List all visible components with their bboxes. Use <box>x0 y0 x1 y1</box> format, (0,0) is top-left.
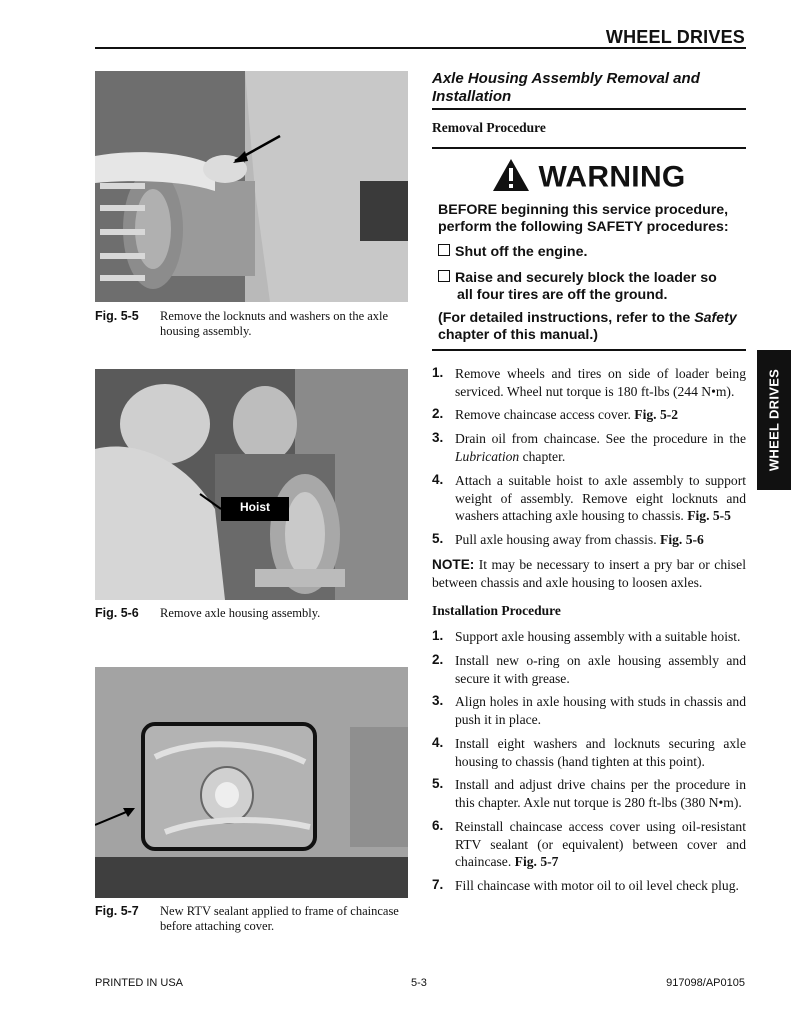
warning-intro-line: perform the following SAFETY procedures: <box>438 219 729 235</box>
step-text: Install eight washers and locknuts securing axle housing to chassis (hand tighten at this point). <box>455 736 746 769</box>
figure-reference: Fig. 5-2 <box>634 407 679 422</box>
heading-rule <box>432 108 746 110</box>
note <box>432 556 746 591</box>
checkbox-icon <box>438 244 450 256</box>
figure-5-7-label: Fig. 5-7 <box>95 904 139 918</box>
step-number: 1. <box>432 365 444 380</box>
step-text-emphasis: Lubrication <box>455 448 520 464</box>
step-text-body: Reinstall chaincase access cover using oil-resistant RTV sealant (or equivalent) between cover and chaincase. <box>455 819 746 869</box>
section-heading-line: Installation <box>432 88 512 105</box>
step-text-body: Drain oil from chaincase. See the procedure in the <box>455 431 746 446</box>
step-text: Install new o-ring on axle housing assembly and secure it with grease. <box>455 653 746 686</box>
step-text <box>455 818 746 871</box>
figure-reference: Fig. 5-7 <box>514 854 559 869</box>
installation-procedure-title: Installation Procedure <box>432 603 561 618</box>
warning-item-text: Shut off the engine. <box>455 244 588 260</box>
checkbox-icon <box>438 270 450 282</box>
step-text: Align holes in axle housing with studs in chassis and push it in place. <box>455 694 746 727</box>
step-number: 2. <box>432 652 444 667</box>
step-text-body: chapter. <box>519 448 566 464</box>
figure-5-5-label: Fig. 5-5 <box>95 309 139 323</box>
step-text <box>455 472 746 525</box>
step-text: Install and adjust drive chains per the procedure in this chapter. Axle nut torque is 280 ft-lbs (380 N•m). <box>455 777 746 810</box>
figure-5-6-photo <box>95 369 408 600</box>
step-number: 2. <box>432 406 444 421</box>
caption-line: Remove the locknuts and washers on the axle <box>160 309 389 323</box>
header-rule <box>95 47 746 49</box>
figure-reference: Fig. 5-5 <box>687 508 731 523</box>
warning-footer-emphasis: Safety <box>694 310 737 326</box>
step-number: 3. <box>432 430 444 445</box>
step-number: 5. <box>432 531 444 546</box>
footer-printed-in: PRINTED IN USA <box>95 977 184 989</box>
note-text: It may be necessary to insert a pry bar or chisel between chassis and axle housing to loosen axles. <box>432 557 746 590</box>
figure-5-5-photo <box>95 71 408 302</box>
step-number: 6. <box>432 818 444 833</box>
figure-reference: Fig. 5-6 <box>660 532 704 547</box>
warning-title: WARNING <box>538 160 686 194</box>
page-number: 5-3 <box>411 977 427 989</box>
side-tab-label: WHEEL DRIVES <box>766 368 782 472</box>
warning-item-2 <box>438 270 744 304</box>
step-number: 4. <box>432 472 444 487</box>
step-number: 5. <box>432 776 444 791</box>
caption-line: housing assembly. <box>160 324 252 338</box>
step-text-body: Pull axle housing away from chassis. <box>455 532 657 547</box>
page-title: WHEEL DRIVES <box>605 27 745 47</box>
note-label: NOTE: <box>432 557 475 572</box>
warning-intro <box>438 202 744 236</box>
removal-procedure-title: Removal Procedure <box>432 120 546 135</box>
warning-triangle-icon <box>492 158 530 197</box>
warning-footer-text: chapter of this manual.) <box>438 327 599 343</box>
step-text <box>455 531 746 549</box>
figure-5-6-label: Fig. 5-6 <box>95 606 139 620</box>
step-number: 3. <box>432 693 444 708</box>
warning-intro-line: BEFORE beginning this service procedure, <box>438 202 729 218</box>
warning-item-text: Raise and securely block the loader so <box>455 270 717 286</box>
step-number: 7. <box>432 877 444 892</box>
caption-line: before attaching cover. <box>160 919 275 933</box>
side-tab <box>757 350 791 490</box>
step-text-body: Attach a suitable hoist to axle assembly to support weight of assembly. Remove eight locknuts and washers attaching axle housing to chassis. <box>455 473 746 523</box>
warning-bottom-rule <box>432 349 746 351</box>
warning-footer-text: (For detailed instructions, refer to the <box>438 310 695 326</box>
step-text <box>455 430 746 465</box>
figure-5-7-photo <box>95 667 408 898</box>
section-heading <box>432 70 746 106</box>
document-code: 917098/AP0105 <box>666 977 745 989</box>
step-text <box>455 406 746 424</box>
figure-5-7-caption <box>160 904 409 934</box>
section-heading-line: Axle Housing Assembly Removal and <box>432 70 700 87</box>
hoist-callout: Hoist <box>240 500 270 514</box>
warning-heading <box>432 158 746 197</box>
step-text: Fill chaincase with motor oil to oil level check plug. <box>455 878 739 893</box>
warning-item-text: all four tires are off the ground. <box>457 287 668 303</box>
caption-line: New RTV sealant applied to frame of chaincase <box>160 904 399 918</box>
warning-item-1 <box>438 244 744 261</box>
step-text: Support axle housing assembly with a suitable hoist. <box>455 629 741 644</box>
warning-footer <box>438 310 744 344</box>
step-number: 4. <box>432 735 444 750</box>
figure-5-6-caption <box>160 606 409 621</box>
step-text: Remove wheels and tires on side of loader being serviced. Wheel nut torque is 180 ft-lbs (244 N•m). <box>455 366 746 399</box>
caption-line: Remove axle housing assembly. <box>160 606 321 620</box>
figure-5-5-caption <box>160 309 409 339</box>
warning-top-rule <box>432 147 746 149</box>
step-number: 1. <box>432 628 444 643</box>
step-text-body: Remove chaincase access cover. <box>455 407 631 422</box>
